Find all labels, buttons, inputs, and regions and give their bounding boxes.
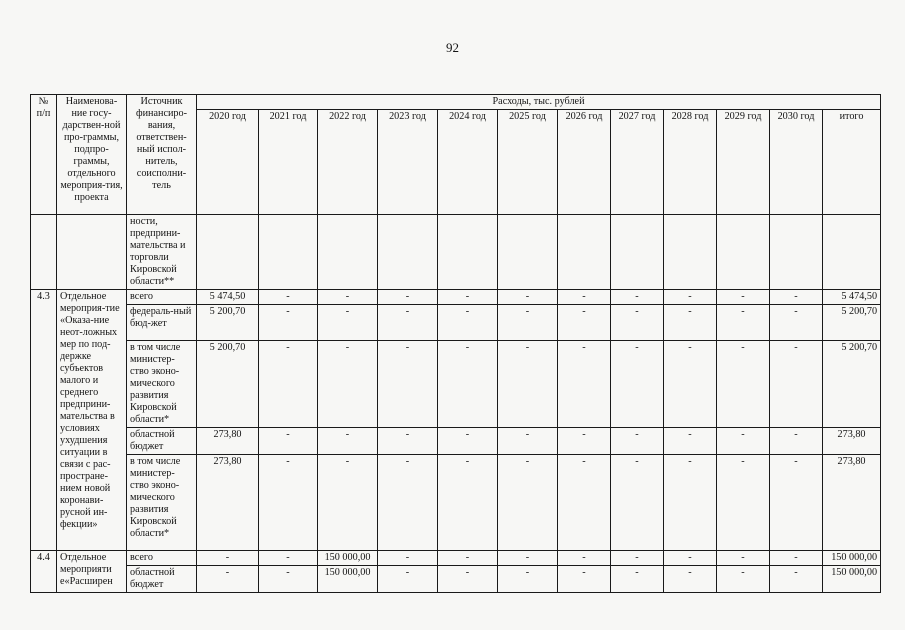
source-cell: в том числе министер-ство эконо-мического развития Кировской области*	[127, 341, 197, 428]
value-cell: -	[259, 551, 318, 566]
header-year: 2027 год	[611, 110, 664, 215]
value-cell: -	[611, 305, 664, 341]
header-year: 2028 год	[664, 110, 717, 215]
value-cell: -	[259, 305, 318, 341]
value-cell: -	[770, 455, 823, 551]
value-cell: -	[611, 455, 664, 551]
value-cell: -	[664, 305, 717, 341]
value-cell: -	[558, 566, 611, 593]
value-cell: -	[770, 428, 823, 455]
total-cell: 150 000,00	[823, 566, 881, 593]
header-year: 2022 год	[318, 110, 378, 215]
value-cell: -	[611, 290, 664, 305]
value-cell: -	[498, 341, 558, 428]
value-cell: -	[197, 566, 259, 593]
header-num: № п/п	[31, 95, 57, 215]
value-cell: -	[259, 428, 318, 455]
table-row	[31, 566, 881, 593]
total-cell: 5 200,70	[823, 341, 881, 428]
header-year: 2024 год	[438, 110, 498, 215]
header-year: 2021 год	[259, 110, 318, 215]
value-cell: -	[717, 428, 770, 455]
value-cell: -	[438, 290, 498, 305]
value-cell: -	[318, 428, 378, 455]
header-year: 2030 год	[770, 110, 823, 215]
page-number: 92	[446, 40, 459, 55]
source-cell: областной бюджет	[127, 566, 197, 593]
value-cell: 5 474,50	[197, 290, 259, 305]
value-cell: -	[318, 455, 378, 551]
value-cell: -	[770, 566, 823, 593]
value-cell: -	[717, 551, 770, 566]
total-cell: 273,80	[823, 455, 881, 551]
value-cell: -	[318, 290, 378, 305]
value-cell: -	[664, 428, 717, 455]
value-cell: 150 000,00	[318, 566, 378, 593]
value-cell: -	[664, 566, 717, 593]
header-expenses: Расходы, тыс. рублей	[197, 95, 881, 110]
value-cell: -	[438, 341, 498, 428]
source-cell: федераль-ный бюд-жет	[127, 305, 197, 341]
value-cell: -	[717, 566, 770, 593]
value-cell: -	[558, 428, 611, 455]
value-cell: -	[498, 305, 558, 341]
table-cell	[57, 215, 127, 290]
value-cell: 150 000,00	[318, 551, 378, 566]
value-cell: -	[611, 428, 664, 455]
source-cell: в том числе министер-ство эконо-мического развития Кировской области*	[127, 455, 197, 551]
value-cell: 5 200,70	[197, 341, 259, 428]
table-row	[31, 341, 881, 428]
value-cell: -	[611, 551, 664, 566]
value-cell: -	[611, 566, 664, 593]
source-cell: областной бюджет	[127, 428, 197, 455]
value-cell: -	[259, 455, 318, 551]
header-year: 2020 год	[197, 110, 259, 215]
total-cell: 5 200,70	[823, 305, 881, 341]
value-cell: -	[259, 341, 318, 428]
value-cell: -	[378, 455, 438, 551]
value-cell: -	[197, 551, 259, 566]
header-year: 2023 год	[378, 110, 438, 215]
header-total: итого	[823, 110, 881, 215]
value-cell: -	[318, 305, 378, 341]
value-cell: -	[770, 551, 823, 566]
value-cell: -	[438, 551, 498, 566]
value-cell: -	[664, 455, 717, 551]
value-cell: -	[438, 305, 498, 341]
item-name: Отдельное мероприяти е«Расширен	[57, 551, 127, 593]
value-cell: -	[378, 551, 438, 566]
header-source: Источник финансиро-вания, ответствен-ный испол-нитель, соисполни-тель	[127, 95, 197, 215]
value-cell: -	[498, 566, 558, 593]
value-cell: 273,80	[197, 455, 259, 551]
table-row	[31, 305, 881, 341]
value-cell: -	[438, 428, 498, 455]
value-cell: 273,80	[197, 428, 259, 455]
value-cell: -	[438, 566, 498, 593]
value-cell: -	[717, 290, 770, 305]
table-row	[31, 428, 881, 455]
header-year: 2026 год	[558, 110, 611, 215]
value-cell: -	[664, 341, 717, 428]
source-cell: ности, предприни-мательства и торговли Кировской области**	[127, 215, 197, 290]
value-cell: -	[378, 566, 438, 593]
header-name: Наименова-ние госу-дарствен-ной про-граммы, подпро-граммы, отдельного мероприя-тия, проекта	[57, 95, 127, 215]
value-cell: -	[770, 341, 823, 428]
value-cell: -	[318, 341, 378, 428]
value-cell: -	[498, 455, 558, 551]
value-cell: -	[664, 290, 717, 305]
value-cell: -	[378, 341, 438, 428]
value-cell: -	[259, 566, 318, 593]
value-cell: 5 200,70	[197, 305, 259, 341]
value-cell: -	[438, 455, 498, 551]
value-cell: -	[770, 305, 823, 341]
value-cell: -	[770, 290, 823, 305]
value-cell: -	[611, 341, 664, 428]
value-cell: -	[378, 305, 438, 341]
value-cell: -	[558, 341, 611, 428]
value-cell: -	[498, 290, 558, 305]
value-cell: -	[717, 455, 770, 551]
value-cell: -	[558, 290, 611, 305]
total-cell: 273,80	[823, 428, 881, 455]
header-year: 2025 год	[498, 110, 558, 215]
value-cell: -	[664, 551, 717, 566]
value-cell: -	[717, 341, 770, 428]
item-number: 4.3	[31, 290, 57, 551]
table-row	[31, 551, 881, 566]
table-cell	[31, 215, 57, 290]
value-cell: -	[498, 428, 558, 455]
value-cell: -	[558, 455, 611, 551]
source-cell: всего	[127, 290, 197, 305]
total-cell: 5 474,50	[823, 290, 881, 305]
item-number: 4.4	[31, 551, 57, 593]
table-row	[31, 455, 881, 551]
value-cell: -	[717, 305, 770, 341]
header-year: 2029 год	[717, 110, 770, 215]
table-row	[31, 290, 881, 305]
value-cell: -	[498, 551, 558, 566]
value-cell: -	[259, 290, 318, 305]
expenses-table	[30, 94, 881, 593]
value-cell: -	[558, 305, 611, 341]
value-cell: -	[558, 551, 611, 566]
source-cell: всего	[127, 551, 197, 566]
value-cell: -	[378, 290, 438, 305]
value-cell: -	[378, 428, 438, 455]
total-cell: 150 000,00	[823, 551, 881, 566]
item-name: Отдельное мероприя-тие «Оказа-ние неот-ложных мер по под-держке субъектов малого и среднего предприни-мательства в условиях ухудшения ситуации в связи с рас-простране-нием новой коронави-русной ин-фекции»	[57, 290, 127, 551]
